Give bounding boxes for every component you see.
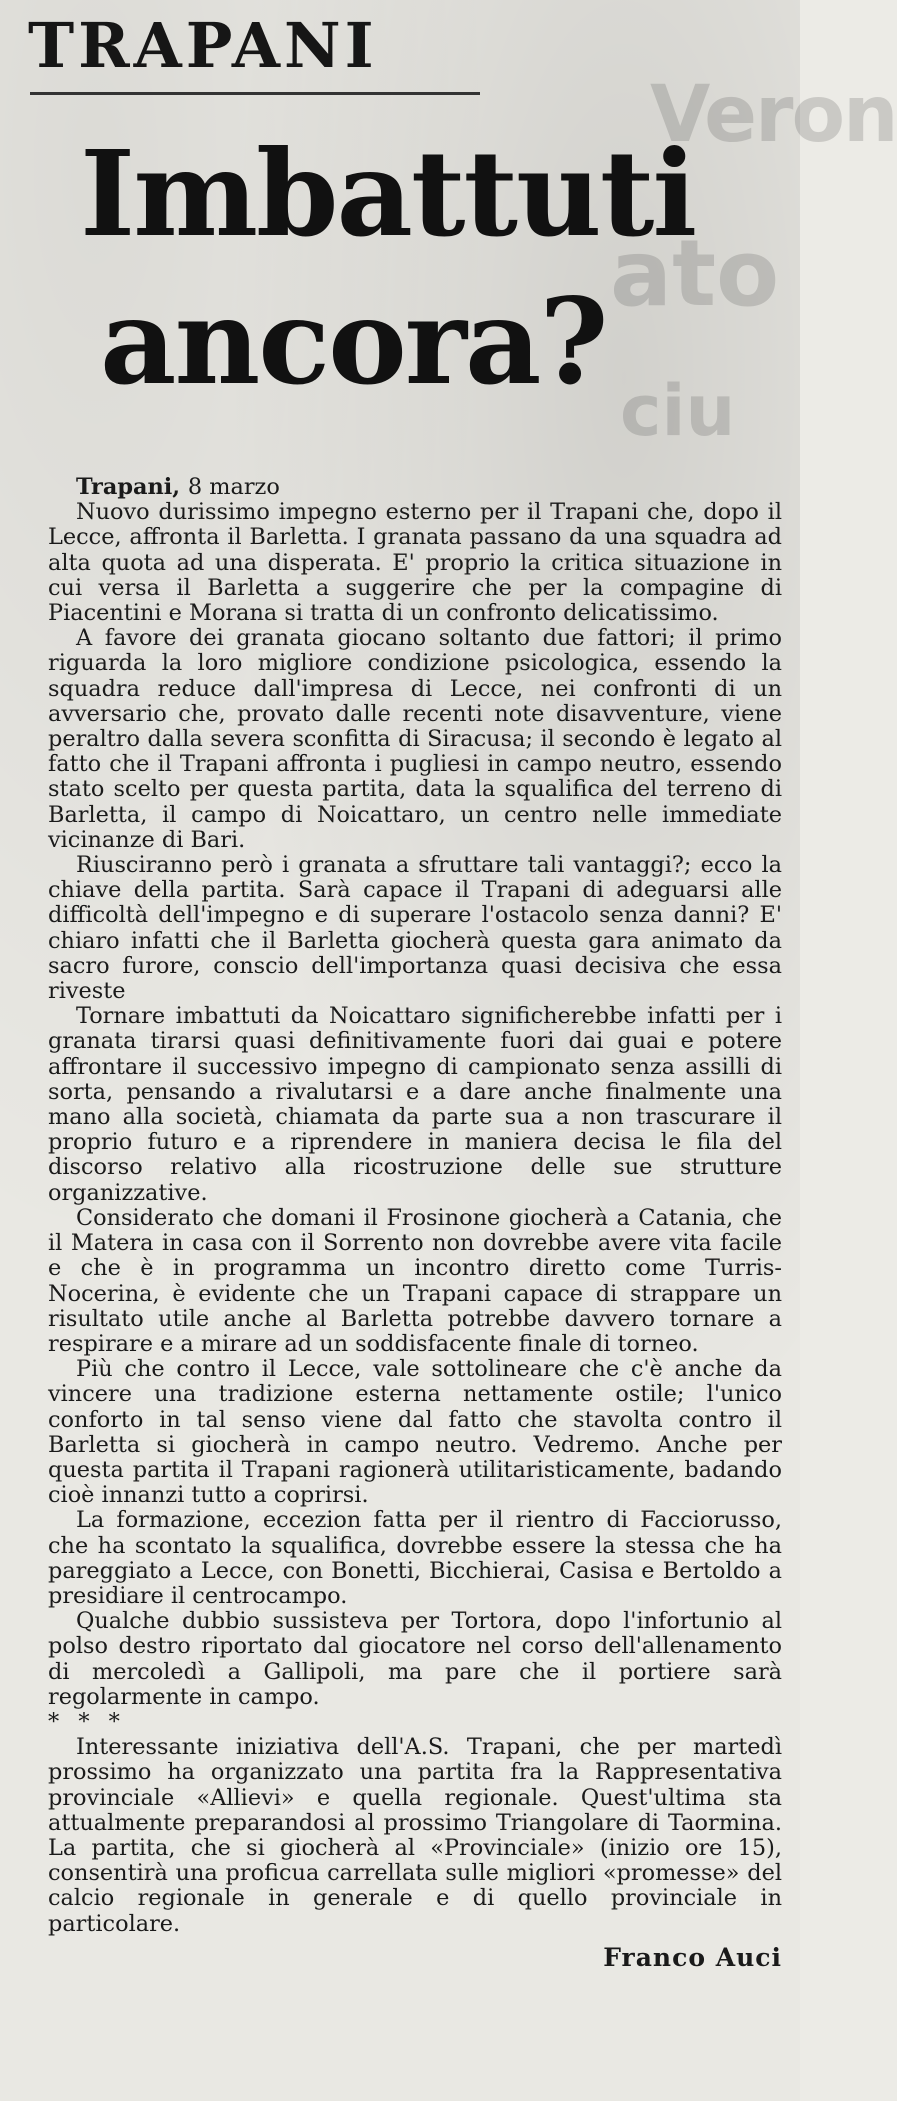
headline-line-2: ancora?	[100, 272, 607, 411]
article-paragraph: Più che contro il Lecce, vale sottolineare che c'è anche da vincere una tradizione esterna nettamente ostile; l'unico conforto in tal senso viene dal fatto che stavolta contro il Barletta si giocherà in campo neutro. Vedremo. Anche per questa partita il Trapani ragionerà utilitaristicamente, badando cioè innanzi tutto a coprirsi.	[48, 1356, 782, 1509]
byline: Franco Auci	[603, 1942, 782, 1972]
article-paragraph: Considerato che domani il Frosinone giocherà a Catania, che il Matera in casa con il Sorrento non dovrebbe avere vita facile e che è in programma un incontro diretto come Turris-Nocerina, è evidente che un Trapani capace di strappare un risultato utile anche al Barletta potrebbe davvero tornare a respirare e a mirare ad un soddisfacente finale di torneo.	[48, 1204, 782, 1357]
postscript-paragraph: Interessante iniziativa dell'A.S. Trapani, che per martedì prossimo ha organizzato una partita fra la Rappresentativa provinciale «Allievi» e quella regionale. Quest'ultima sta attualmente preparandosi al prossimo Triangolare di Taormina. La partita, che si giocherà al «Provinciale» (inizio ore 15), consentirà una proficua carrellata sulle migliori «promesse» del calcio regionale in generale e di quello provinciale in particolare.	[48, 1734, 782, 1937]
article-paragraph: Riusciranno però i granata a sfruttare tali vantaggi?; ecco la chiave della partita. Sarà capace il Trapani di adeguarsi alle difficoltà dell'impegno e di superare l'ostacolo senza danni? E' chiaro infatti che il Barletta giocherà questa gara animato da sacro furore, conscio dell'importanza quasi decisiva che essa riveste	[48, 852, 782, 1005]
dateline-place: Trapani,	[76, 474, 181, 500]
article-paragraph: Qualche dubbio sussisteva per Tortora, dopo l'infortunio al polso destro riportato dal giocatore nel corso dell'allenamento di mercoledì a Gallipoli, ma pare che il portiere sarà regolarmente in campo.	[48, 1608, 782, 1710]
article-paragraph: La formazione, eccezion fatta per il rientro di Facciorusso, che ha scontato la squalifica, dovrebbe essere la stessa che ha pareggiato a Lecce, con Bonetti, Bicchierai, Casisa e Bertoldo a presidiare il centrocampo.	[48, 1507, 782, 1609]
section-separator: * * *	[48, 1708, 126, 1735]
headline-line-1: Imbattuti	[80, 124, 696, 263]
dateline	[48, 475, 782, 500]
dateline-date: 8 marzo	[187, 474, 280, 500]
section-kicker: TRAPANI	[28, 9, 378, 82]
headline	[80, 118, 780, 418]
article-paragraph: Nuovo durissimo impegno esterno per il Trapani che, dopo il Lecce, affronta il Barletta. I granata passano da una squadra ad alta quota ad una disperata. E' proprio la critica situazione in cui versa il Barletta a suggerire che per la compagine di Piacentini e Morana si tratta di un confronto delicatissimo.	[48, 499, 782, 627]
article-paragraph: A favore dei granata giocano soltanto due fattori; il primo riguarda la loro migliore condizione psicologica, essendo la squadra reduce dall'impresa di Lecce, nei confronti di un avversario che, provato dalle recenti note disavventure, viene peraltro dalla severa sconfitta di Siracusa; il secondo è legato al fatto che il Trapani affronta i pugliesi in campo neutro, essendo stato scelto per questa partita, data la squalifica del terreno di Barletta, il campo di Noicattaro, un centro nelle immediate vicinanze di Bari.	[48, 625, 782, 853]
bleed-through-decoration: Veron ato ciu	[610, 70, 897, 452]
article-body	[48, 475, 782, 1970]
article-paragraph: Tornare imbattuti da Noicattaro significherebbe infatti per i granata tirarsi quasi definitivamente fuori dai guai e potere affrontare il successivo impegno di campionato senza assilli di sorta, pensando a rivalutarsi e a dare anche finalmente una mano alla società, chiamata da parte sua a non trascurare il proprio futuro e a riprendere in maniera decisa le fila del discorso relativo alla ricostruzione delle sue strutture organizzative.	[48, 1003, 782, 1206]
kicker-underline	[30, 92, 480, 95]
